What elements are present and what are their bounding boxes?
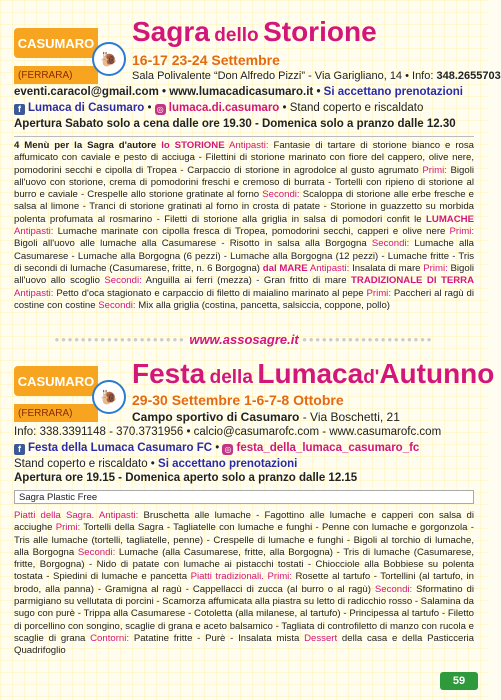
menu-segment: Mix alla griglia (costina, pancetta, salsiccia, coppone, pollo) [135, 299, 390, 311]
social-line: f Festa della Lumaca Casumaro FC • ◎ festa_della_lumaca_casumaro_fc [14, 442, 419, 455]
facebook-link[interactable]: Lumaca di Casumaro [28, 102, 145, 114]
menu-segment: Primi: [449, 226, 474, 238]
amenities-note: Stand coperto e riscaldato [14, 458, 148, 470]
event-venue: Campo sportivo di Casumaro - Via Boschetti, 21 [132, 410, 400, 424]
event-title: Festa della Lumacad'Autunno [132, 358, 495, 389]
menu-segment: Rosette al tartufo - Tortellini (al tartufo, in brodo, alla panna) - Gramigna al ragù - Cappellacci di zucca (al burro o al ragù) [14, 571, 474, 595]
facebook-icon: f [14, 104, 25, 115]
website-link[interactable]: www.lumacadicasumaro.it [169, 86, 314, 98]
booking-note: Si accettano prenotazioni [323, 86, 463, 98]
social-line: f Lumaca di Casumaro • ◎ lumaca.di.casumaro • Stand coperto e riscaldato [14, 102, 423, 115]
menu-segment: TRADIZIONALE DI TERRA [351, 275, 475, 287]
menu-segment: Insalata di mare [349, 262, 424, 274]
menu-segment: Primi: [423, 262, 448, 274]
menu-segment: Tortelli della Sagra - Tagliatelle con lumache e funghi - Penne con lumache e gorgonzola - Tris alle lumache (tortelli, tagliatelle, penne) - Crespelle di lumache e funghi - Bigoli al torchio di lumache, alla Borgogna [14, 522, 474, 558]
event-venue: Sala Polivalente “Don Alfredo Pizzi” - Via Garigliano, 14 • Info: 348.2655703 [132, 70, 501, 82]
menu-segment: Primi: [55, 522, 81, 534]
menu-segment: Bruschetta alle lumache - Fagottino alle lumache e capperi con salsa di acciughe [14, 510, 474, 534]
menu-segment: Lumache marinate con cipolla fresca di Tropea, pomodorini secchi, capperi e olive nere [53, 226, 450, 238]
menu-text [14, 510, 474, 658]
menu-segment: Bigoli all'uovo con storione, crema di pomodorini freschi e cremoso di burrata - Tortelli con ripieno di storione al burro e caviale - Crespelle allo storione gratinate al forno [14, 164, 474, 201]
menu-segment: Piatti tradizionali. [190, 571, 264, 583]
menu-segment: Contorni: [90, 632, 130, 644]
menu-segment: Secondi: [262, 189, 300, 201]
menu-segment: Antipasti: [14, 226, 54, 238]
menu-segment: Secondi: [77, 546, 116, 558]
menu-segment: della casa e della Pasticceria Quadrifoglio [14, 632, 474, 657]
menu-segment: Antipasti: [224, 140, 269, 151]
menu-segment: Lumache alla Casumarese - Lumache alla Borgogna (6 pezzi) - Lumache alla Borgogna (12 pezzi) - Lumache fritte - Tris di secondi di lumache (Casumarese, fritte, n. 6 Borgogna) [14, 238, 474, 274]
contacts-line: Info: 338.3391148 - 370.3731956 • calcio@casumarofc.com - www.casumarofc.com [14, 426, 442, 438]
event-sagra-storione [0, 14, 501, 344]
menu-segment: Piatti della Sagra. Antipasti: [14, 510, 139, 521]
divider [14, 136, 474, 137]
menu-segment: Lumache (alla Casumarese, fritte, alla Borgogna) - Tris di lumache (Casumarese, fritte, Borgogna) - Nido di patate con lumache ai pistacchi tostati - Chiocciole alla Bobbiese su polenta tostata - Spiedini di lumache e pancetta [14, 546, 475, 583]
page-number: 59 [440, 672, 478, 690]
menu-text: 4 Menù per la Sagra d'autore lo STORIONE Antipasti: Fantasie di tartare di storione bianco e rosa affumicato con caviale e pesto di acciuga - Filettini di storione marinato con fiore del cappero, olive nere, pomodorini secchi e cipolla di Tropea - Carpaccio di storione in agrodolce al gusto agrumato Primi: Bigoli all'uovo con storione, crema di pomodorini freschi e cremoso di burrata - Tortelli con ripieno di storione al burro e caviale - Crespelle allo storione gratinate al forno Secondi: Scaloppa di storione alle erbe fresche e salsa al limone - Tranci di storione gratinati al forno in crosta di patate - Storione in guazzetto su morbida polenta profumata al rosmarino - Filetti di storione alla griglia in salsa di pomodori confit le LUMACHE Antipasti: Lumache marinate con cipolla fresca di Tropea, pomodorini secchi, capperi e olive nere Primi: Bigoli all'uovo alle lumache alla Casumarese - Risotto in salsa alla Borgogna Secondi: Lumache alla Casumarese - Lumache alla Borgogna (6 pezzi) - Lumache alla Borgogna (12 pezzi) - Lumache fritte - Tris di secondi di lumache (Casumarese, fritte, n. 6 Borgogna) dal MARE Antipasti: Insalata di mare Primi: Bigoli all'uovo allo scoglio Secondi: Anguilla ai ferri (mezza) - Gran fritto di mare TRADIZIONALE DI TERRA Antipasti: Petto d'oca stagionato e carpaccio di filetto di maialino marinato al pepe Primi: Paccheri al ragù di costine con costine Secondi: Mix alla griglia (costina, pancetta, salsiccia, coppone, pollo) [14, 140, 475, 311]
menu-segment: Bigoli all'uovo allo scoglio [14, 262, 474, 287]
menu-segment: Sformatino di parmigiano su vellutata di porcini - Scamorza affumicata alla piastra su letto di radicchio rosso - Salamina da sugo con purè - Trippa alla Casumarese - Cotoletta (alla milanese, al tartufo) - Principessa al tartufo - Filetto di porcellino con songino, scaglie di grana e aceto balsamico - Tagliata di controfiletto di manzo con rucola e scaglie di grana [14, 583, 475, 644]
plastic-free-badge: Sagra Plastic Free [14, 490, 474, 504]
menu-segment: Petto d'oca stagionato e carpaccio di filetto di maialino marinato al pepe [53, 287, 367, 299]
menu-segment: Dessert [304, 632, 338, 644]
province-tag: (FERRARA) [14, 66, 98, 84]
menu-segment: Bigoli all'uovo alle lumache alla Casumarese - Risotto in salsa alla Borgogna [14, 238, 372, 250]
assosagre-site-banner: •••••••••••••••••••• www.assosagre.it •••••••••••••••••••• [54, 332, 434, 347]
menu-segment: Secondi: [371, 238, 410, 250]
event-festa-lumaca [0, 358, 495, 690]
menu-segment: Primi: [267, 571, 292, 583]
menu-segment: Secondi: [98, 299, 136, 311]
town-tag: CASUMARO [14, 366, 98, 396]
town-tag: CASUMARO [14, 28, 98, 58]
booking-note: Si accettano prenotazioni [158, 458, 298, 470]
facebook-link[interactable]: Festa della Lumaca Casumaro FC [28, 442, 213, 454]
amenities-note: Stand coperto e riscaldato [289, 102, 424, 114]
opening-hours: Apertura ore 19.15 - Domenica aperto solo a pranzo dalle 12.15 [14, 472, 358, 484]
menu-segment: lo STORIONE [161, 140, 225, 151]
menu-segment: Fantasie di tartare di storione bianco e rosa affumicato con caviale e pesto di acciuga - Filettini di storione marinato con fiore del cappero, olive nere, pomodorini secchi e cipolla di Tropea - Carpaccio di storione in agrodolce al gusto agrumato [14, 140, 474, 176]
menu-segment: dal MARE [262, 262, 308, 274]
menu-segment: Antipasti: [307, 262, 350, 274]
contacts-line: eventi.caracol@gmail.com • www.lumacadicasumaro.it • Si accettano prenotazioni [14, 86, 463, 98]
event-dates: 16-17 23-24 Settembre [132, 52, 280, 68]
instagram-icon: ◎ [222, 444, 233, 455]
menu-segment: Secondi: [104, 275, 142, 287]
instagram-link[interactable]: lumaca.di.casumaro [168, 102, 280, 114]
instagram-link[interactable]: festa_della_lumaca_casumaro_fc [236, 442, 420, 454]
amenities-line: Stand coperto e riscaldato • Si accettano prenotazioni [14, 458, 298, 470]
menu-segment: Primi: [422, 164, 447, 176]
event-logo-icon: 🐌 [92, 42, 126, 76]
menu-segment: LUMACHE [426, 213, 474, 225]
event-title: Sagra dello Storione [132, 16, 377, 47]
event-dates: 29-30 Settembre 1-6-7-8 Ottobre [132, 392, 344, 408]
menu-segment: Primi: [366, 287, 391, 299]
menu-segment: Paccheri al ragù di costine con costine [14, 287, 475, 311]
instagram-icon: ◎ [155, 104, 166, 115]
province-tag: (FERRARA) [14, 404, 98, 422]
menu-segment: Antipasti: [14, 287, 54, 299]
event-logo-icon: 🐌 [92, 380, 126, 414]
menu-segment: Secondi: [374, 583, 413, 595]
facebook-icon: f [14, 444, 25, 455]
opening-hours: Apertura Sabato solo a cena dalle ore 19.30 - Domenica solo a pranzo dalle 12.30 [14, 118, 456, 130]
menu-segment: Scaloppa di storione alle erbe fresche e salsa al limone - Tranci di storione gratinati al forno in crosta di patate - Storione in guazzetto su morbida polenta profumata al rosmarino - Filetti di storione alla griglia in salsa di pomodori confit le [14, 189, 474, 225]
email-link[interactable]: eventi.caracol@gmail.com [14, 86, 159, 98]
menu-segment: Patatine fritte - Purè - Insalata mista [129, 632, 305, 644]
assosagre-link[interactable]: www.assosagre.it [189, 332, 299, 347]
menu-segment: Anguilla ai ferri (mezza) - Gran fritto di mare [141, 275, 352, 287]
